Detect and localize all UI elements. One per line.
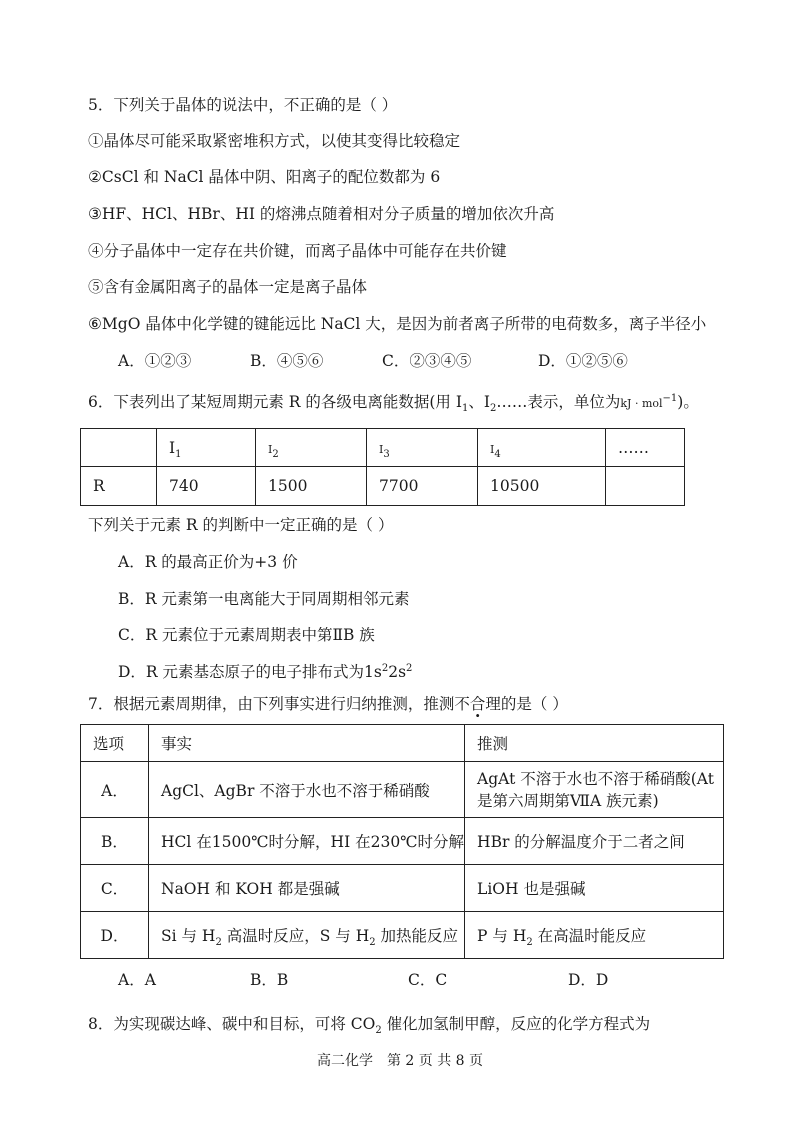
q6-stem-post: ……表示，单位为	[496, 393, 621, 411]
q6-stem	[88, 391, 699, 415]
q6-option-d-text: D．R 元素基态原子的电子排布式为1s	[118, 663, 382, 681]
table-header-cell	[256, 429, 367, 467]
inference-cell: AgAt 不溶于水也不溶于稀硝酸(At 是第六周期第ⅦA 族元素)	[465, 762, 724, 818]
inference-cell	[465, 912, 724, 959]
q5-item-6: ⑥MgO 晶体中化学键的键能远比 NaCl 大，是因为前者离子所带的电荷数多，离子半径小	[88, 315, 707, 333]
i-label: I	[268, 442, 273, 456]
table-header-cell: 事实	[149, 725, 465, 762]
q7-stem-emphasis: 不合理	[454, 695, 501, 713]
q5-item-2: ②CsCl 和 NaCl 晶体中阴、阳离子的配位数都为 6	[88, 168, 441, 186]
table-row	[81, 762, 724, 818]
q6-option-c: C．R 元素位于元素周期表中第ⅡB 族	[118, 626, 375, 644]
table-row	[81, 818, 724, 865]
i-sub: 2	[272, 448, 279, 460]
q6-option-d-sup2: 2	[406, 662, 413, 674]
inference-text: P 与 H	[477, 927, 527, 945]
i-label: I	[169, 438, 176, 457]
table-header-cell: 选项	[81, 725, 149, 762]
fact-cell: AgCl、AgBr 不溶于水也不溶于稀硝酸	[149, 762, 465, 818]
fact-sub: 2	[215, 937, 222, 949]
q5-option-a: A．①②③	[118, 352, 192, 370]
q5-item-5: ⑤含有金属阳离子的晶体一定是离子晶体	[88, 278, 368, 296]
q6-option-d-mid: 2s	[388, 663, 407, 681]
q6-option-d	[118, 661, 412, 683]
q6-stem-text: 6．下表列出了某短周期元素 R 的各级电离能数据(用 I	[88, 393, 462, 411]
q6-option-d-sup1: 2	[381, 662, 389, 674]
q6-stem-unit-sup: −1	[662, 392, 678, 404]
i-sub: 1	[175, 448, 182, 460]
table-header-cell	[81, 429, 157, 467]
table-header-row	[81, 429, 685, 467]
i-sub: 4	[494, 448, 501, 460]
q6-stem-end: )。	[677, 393, 699, 411]
q6-stem-sub1: 1	[462, 403, 469, 415]
fact-text: 高温时反应，S 与 H	[221, 927, 370, 945]
option-cell: A．	[81, 762, 149, 818]
q7-option-d: D．D	[568, 971, 609, 989]
inference-cell: LiOH 也是强碱	[465, 865, 724, 912]
q5-option-c: C．②③④⑤	[382, 352, 472, 370]
table-cell: 740	[157, 467, 256, 506]
table-header-cell	[478, 429, 606, 467]
inference-text: 在高温时能反应	[532, 927, 647, 945]
q5-option-d: D．①②⑤⑥	[538, 352, 628, 370]
q6-option-a: A．R 的最高正价为+3 价	[118, 553, 298, 571]
table-header-cell	[157, 429, 256, 467]
i-sub: 3	[383, 448, 390, 460]
i-label: I	[490, 442, 495, 456]
table-row	[81, 912, 724, 959]
row-label: R	[81, 467, 157, 506]
fact-cell: NaOH 和 KOH 都是强碱	[149, 865, 465, 912]
fact-cell	[149, 912, 465, 959]
table-header-cell: 推测	[465, 725, 724, 762]
table-header-cell: ……	[606, 429, 685, 467]
q5-item-3: ③HF、HCl、HBr、HI 的熔沸点随着相对分子质量的增加依次升高	[88, 205, 555, 223]
q7-option-c: C．C	[408, 971, 448, 989]
option-cell: B．	[81, 818, 149, 865]
q5-stem: 5．下列关于晶体的说法中，不正确的是（ ）	[88, 96, 398, 114]
ionization-energy-table	[80, 428, 685, 506]
fact-sub: 2	[369, 937, 376, 949]
q5-item-1: ①晶体尽可能采取紧密堆积方式，以使其变得比较稳定	[88, 132, 461, 150]
periodic-law-table	[80, 724, 724, 959]
fact-text: Si 与 H	[161, 927, 216, 945]
table-header-cell	[367, 429, 478, 467]
table-cell: 10500	[478, 467, 606, 506]
i-label: I	[379, 442, 384, 456]
fact-cell: HCl 在1500℃时分解，HI 在230℃时分解	[149, 818, 465, 865]
table-cell: 7700	[367, 467, 478, 506]
fact-text: 加热能反应	[375, 927, 459, 945]
table-header-row	[81, 725, 724, 762]
q7-stem-post: 的是（ ）	[500, 695, 568, 713]
q7-option-a: A．A	[118, 971, 156, 989]
q5-item-4: ④分子晶体中一定存在共价键，而离子晶体中可能存在共价键	[88, 242, 507, 260]
q8-stem-text: 8．为实现碳达峰、碳中和目标，可将 CO	[88, 1015, 376, 1033]
q6-option-b: B．R 元素第一电离能大于同周期相邻元素	[118, 590, 410, 608]
page-footer: 高二化学 第 2 页 共 8 页	[316, 1053, 484, 1069]
inference-cell: HBr 的分解温度介于二者之间	[465, 818, 724, 865]
q6-stem-unit: kJ · mol	[620, 397, 663, 410]
option-cell: D．	[81, 912, 149, 959]
inference-sub: 2	[526, 937, 533, 949]
q7-option-b: B．B	[250, 971, 289, 989]
q7-stem	[88, 693, 568, 715]
q6-stem-mid: 、I	[468, 393, 490, 411]
q6-stem-sub2: 2	[490, 403, 497, 415]
table-cell	[606, 467, 685, 506]
q8-stem	[88, 1013, 650, 1035]
table-cell: 1500	[256, 467, 367, 506]
table-row	[81, 865, 724, 912]
option-cell: C．	[81, 865, 149, 912]
q8-stem-sub: 2	[375, 1025, 382, 1037]
q5-option-b: B．④⑤⑥	[250, 352, 324, 370]
table-row	[81, 467, 685, 506]
q6-question: 下列关于元素 R 的判断中一定正确的是（ ）	[88, 516, 394, 534]
q8-stem-post: 催化加氢制甲醇，反应的化学方程式为	[381, 1015, 651, 1033]
q7-stem-text: 7．根据元素周期律，由下列事实进行归纳推测，推测	[88, 695, 455, 713]
